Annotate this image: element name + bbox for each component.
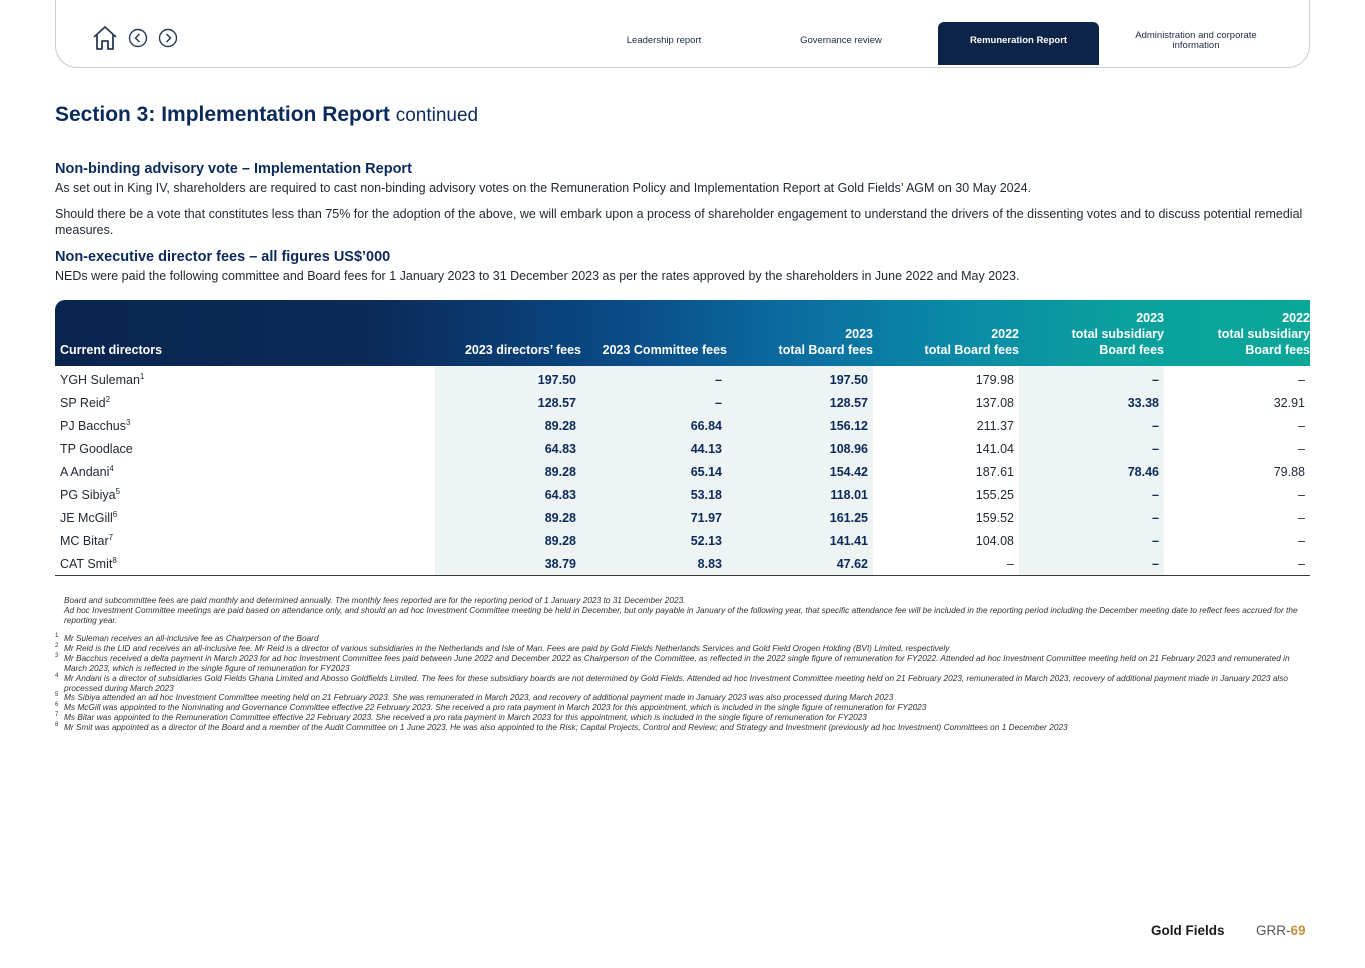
footnote-number: 6 — [55, 702, 59, 708]
footnote-reference: 3 — [126, 417, 131, 427]
cell-c5: – — [1152, 373, 1159, 387]
cell-c1: 89.28 — [544, 419, 576, 433]
cell-c4: 137.08 — [975, 396, 1014, 410]
header-2022-subsidiary-line3: Board fees — [1245, 343, 1310, 357]
cell-c2: 44.13 — [690, 442, 722, 456]
ned-fees-heading: Non-executive director fees – all figures US$’000 — [55, 249, 391, 265]
cell-c3: 197.50 — [829, 373, 868, 387]
nav-tabs — [56, 0, 1309, 68]
cell-c2: – — [715, 373, 722, 387]
advisory-vote-heading: Non-binding advisory vote – Implementation Report — [55, 161, 412, 177]
advisory-vote-paragraph-1: As set out in King IV, shareholders are required to cast non-binding advisory votes on the Remuneration Policy and Implementation Report at Gold Fields’ AGM on 30 May 2024. — [55, 181, 1032, 195]
section-title-continued: continued — [395, 105, 479, 126]
cell-c1: 64.83 — [544, 442, 576, 456]
cell-c2: 71.97 — [690, 511, 722, 525]
cell-c1: 64.83 — [544, 488, 576, 502]
header-2022-subsidiary-line2: total subsidiary — [1217, 327, 1310, 341]
cell-c1: 38.79 — [544, 557, 576, 571]
cell-c2: 66.84 — [690, 419, 722, 433]
footnote-reference: 2 — [105, 394, 111, 404]
cell-c5: 78.46 — [1127, 465, 1159, 479]
advisory-vote-paragraph-2: Should there be a vote that constitutes less than 75% for the adoption of the above, we will embark upon a process of shareholder engagement to understand the drivers of the dissenting votes and to discuss potential remedial measures. — [55, 207, 1303, 237]
footnote-text: Mr Suleman receives an all-inclusive fee as Chairperson of the Board — [64, 633, 319, 643]
cell-c6: – — [1298, 488, 1305, 502]
header-2022-subsidiary-board-fees — [1164, 310, 1310, 358]
header-current-directors: Current directors — [60, 343, 163, 357]
footnote-number: 7 — [55, 712, 59, 718]
table-header — [55, 300, 1310, 366]
cell-c4: – — [1007, 557, 1014, 571]
cell-c3: 47.62 — [836, 557, 868, 571]
table-note-2: Ad hoc Investment Committee meetings are paid based on attendance only, and should an ad hoc Investment Committee meeting be held in December, but only payable in January of the following year, that specific attendance fee will be included in the reporting period including the December meeting date to reflect fees accrued for the reporting year. — [64, 605, 1298, 625]
table-row — [55, 553, 1310, 576]
footnote-text: Ms Sibiya attended an ad hoc Investment Committee meeting held on 21 February 2023. She was remunerated in March 2023, and recovery of additional payment made in January 2023 was also processed during March 2023 — [64, 692, 894, 702]
header-2023-subsidiary-line3: Board fees — [1099, 343, 1164, 357]
footnote-reference: 6 — [112, 509, 118, 519]
cell-c4: 159.52 — [975, 511, 1014, 525]
cell-c5: – — [1152, 557, 1159, 571]
director-name-text: PG Sibiya — [60, 488, 116, 502]
table-row — [55, 461, 1310, 484]
cell-c3: 128.57 — [829, 396, 868, 410]
table-bottom-rule — [55, 575, 1310, 576]
director-name-text: SP Reid — [60, 396, 106, 410]
footnote-reference: 8 — [112, 555, 117, 565]
footnote-reference: 7 — [108, 532, 114, 542]
table-row — [55, 392, 1310, 415]
cell-c2: – — [715, 396, 722, 410]
footnote-reference: 1 — [139, 371, 145, 381]
table-row — [55, 415, 1310, 438]
director-name-text: YGH Suleman — [60, 373, 140, 387]
cell-c4: 141.04 — [975, 442, 1014, 456]
active-tab-indicator — [938, 60, 1099, 65]
director-name — [55, 392, 435, 415]
cell-c2: 65.14 — [690, 465, 722, 479]
header-2023-total-board-fees — [727, 326, 873, 358]
footer-page-value: 69 — [1290, 923, 1306, 938]
section-title-text: Section 3: Implementation Report — [55, 103, 390, 126]
header-2022-total-board-fees — [873, 326, 1019, 358]
cell-c6: – — [1298, 373, 1305, 387]
cell-c5: – — [1152, 442, 1159, 456]
director-name — [55, 461, 435, 484]
cell-c6: 79.88 — [1273, 465, 1305, 479]
footnote-number: 2 — [55, 643, 59, 649]
cell-c4: 179.98 — [975, 373, 1014, 387]
ned-fees-paragraph: NEDs were paid the following committee and Board fees for 1 January 2023 to 31 December 2023 as per the rates approved by the shareholders in June 2022 and May 2023. — [55, 269, 1020, 283]
cell-c3: 141.41 — [829, 534, 868, 548]
cell-c3: 161.25 — [829, 511, 868, 525]
header-2022-total-board-fees-line2: total Board fees — [924, 343, 1019, 357]
cell-c4: 155.25 — [975, 488, 1014, 502]
director-name — [55, 553, 435, 576]
ned-fees-table — [55, 300, 1310, 576]
cell-c4: 104.08 — [975, 534, 1014, 548]
director-name — [55, 507, 435, 530]
director-name — [55, 530, 435, 553]
cell-c2: 53.18 — [690, 488, 722, 502]
table-row — [55, 507, 1310, 530]
director-name-text: TP Goodlace — [60, 442, 133, 456]
footnote-number: 8 — [55, 722, 59, 728]
director-name — [55, 484, 435, 507]
header-2023-subsidiary-line2: total subsidiary — [1071, 327, 1164, 341]
cell-c6: – — [1298, 442, 1305, 456]
cell-c5: – — [1152, 419, 1159, 433]
footer-brand: Gold Fields — [1151, 923, 1225, 938]
director-name — [55, 438, 435, 461]
table-row — [55, 369, 1310, 392]
header-2022-subsidiary-line1: 2022 — [1282, 311, 1310, 325]
director-name — [55, 369, 435, 392]
footnote-text: Mr Andani is a director of subsidiaries Gold Fields Ghana Limited and Abosso Goldfields Limited. The fees for these subsidiary boards are not determined by Gold Fields. Attended ad hoc Investment Committee meeting held on 21 February 2023, remunerated in March 2023, recovery of additional payment made in January 2023 also processed during March 2023 — [64, 673, 1288, 693]
header-2023-committee-fees: 2023 Committee fees — [602, 343, 727, 357]
director-name-text: JE McGill — [60, 511, 113, 525]
footnote-text: Mr Smit was appointed as a director of the Board and a member of the Audit Committee on 1 June 2023. He was also appointed to the Risk; Capital Projects, Control and Review; and Strategy and Investment (previously ad hoc Investment) Committees on 1 December 2023 — [64, 722, 1068, 732]
director-name-text: A Andani — [60, 465, 110, 479]
header-2023-total-board-fees-line2: total Board fees — [778, 343, 873, 357]
director-name-text: CAT Smit — [60, 557, 113, 571]
table-note-1: Board and subcommittee fees are paid monthly and determined annually. The monthly fees reported are for the reporting period of 1 January 2023 to 31 December 2023. — [64, 595, 686, 605]
footer-page-prefix: GRR- — [1256, 923, 1291, 938]
footnote-number: 1 — [55, 633, 59, 639]
header-2023-subsidiary-board-fees — [1019, 310, 1164, 358]
tab-leadership-report[interactable]: Leadership report — [626, 34, 702, 46]
cell-c3: 108.96 — [829, 442, 868, 456]
footnote-text: Ms Bitar was appointed to the Remuneration Committee effective 22 February 2023. She received a pro rata payment in March 2023 for this appointment, which is included in the single figure of remuneration for FY2023 — [64, 712, 867, 722]
table-row — [55, 530, 1310, 553]
header-2022-total-board-fees-line1: 2022 — [991, 327, 1019, 341]
table-body — [55, 366, 1310, 576]
cell-c6: – — [1298, 557, 1305, 571]
cell-c1: 89.28 — [544, 511, 576, 525]
tab-governance-review[interactable]: Governance review — [800, 34, 882, 46]
cell-c5: – — [1152, 488, 1159, 502]
cell-c3: 118.01 — [830, 488, 868, 502]
footnote-number: 5 — [55, 692, 59, 698]
header-2023-directors-fees: 2023 directors’ fees — [464, 343, 581, 357]
page-title — [55, 103, 478, 127]
cell-c2: 52.13 — [690, 534, 722, 548]
footnote-number: 4 — [55, 673, 59, 679]
footnote-text: Mr Bacchus received a delta payment in March 2023 for ad hoc Investment Committee fees paid between June 2022 and December 2022 as Chairperson of the Committee, as reflected in the 2022 single figure of remuneration for FY2022. Attended ad hoc Investment Committee meeting held on 21 February 2023 and remunerated in March 2023, which is reflected in the single figure of remuneration for FY2023 — [64, 653, 1290, 673]
cell-c5: – — [1152, 511, 1159, 525]
cell-c2: 8.83 — [697, 557, 722, 571]
footnote-reference: 4 — [109, 463, 114, 473]
footer-page-number — [1256, 923, 1306, 938]
director-name — [55, 415, 435, 438]
cell-c1: 89.28 — [544, 465, 576, 479]
cell-c5: 33.38 — [1127, 396, 1159, 410]
cell-c5: – — [1152, 534, 1159, 548]
cell-c1: 89.28 — [544, 534, 576, 548]
footnote-reference: 5 — [115, 486, 121, 496]
header-2023-subsidiary-line1: 2023 — [1136, 311, 1164, 325]
cell-c3: 154.42 — [829, 465, 868, 479]
cell-c3: 156.12 — [829, 419, 868, 433]
footnote-text: Ms McGill was appointed to the Nominating and Governance Committee effective 22 February 2023. She received a pro rata payment in March 2023 for this appointment, which is included in the single figure of remuneration for FY2023 — [64, 702, 927, 712]
cell-c6: 32.91 — [1273, 396, 1305, 410]
top-navigation-bar — [55, 0, 1310, 68]
cell-c1: 128.57 — [537, 396, 576, 410]
cell-c6: – — [1298, 534, 1305, 548]
header-2023-total-board-fees-line1: 2023 — [845, 327, 873, 341]
cell-c6: – — [1298, 511, 1305, 525]
cell-c6: – — [1298, 419, 1305, 433]
footnote-text: Mr Reid is the LID and receives an all-inclusive fee. Mr Reid is a director of various subsidiaries in the Netherlands and Isle of Man. Fees are paid by Gold Fields Netherlands Services and Gold Field Orogen Holding (BVI) Limited, respectively — [64, 643, 950, 653]
cell-c1: 197.50 — [537, 373, 576, 387]
director-name-text: MC Bitar — [60, 534, 109, 548]
tab-administration-corporate-information[interactable]: Administration and corporate information — [1135, 29, 1257, 51]
table-row — [55, 438, 1310, 461]
director-name-text: PJ Bacchus — [60, 419, 127, 433]
cell-c4: 187.61 — [975, 465, 1014, 479]
cell-c4: 211.37 — [976, 419, 1014, 433]
table-row — [55, 484, 1310, 507]
tab-remuneration-report[interactable]: Remuneration Report — [938, 22, 1099, 60]
footnote-number: 3 — [55, 653, 59, 659]
